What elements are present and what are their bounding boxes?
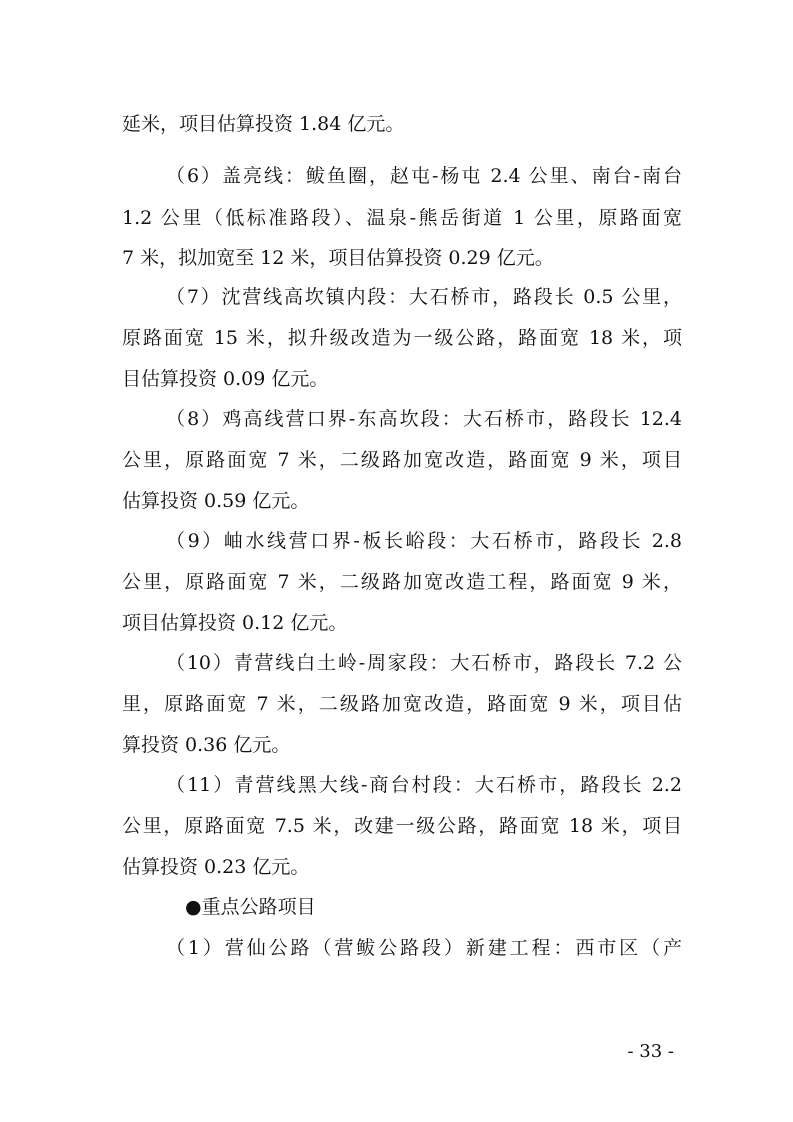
text-line: 目估算投资 0.09 亿元。: [122, 368, 329, 390]
text-line: （10）青营线白土岭-周家段：大石桥市，路段长 7.2 公: [166, 652, 682, 674]
text-line: （6）盖亮线：鲅鱼圈，赵屯-杨屯 2.4 公里、南台-南台: [166, 165, 682, 187]
page-number: - 33 -: [627, 1041, 674, 1062]
text-line: 公里，原路面宽 7.5 米，改建一级公路，路面宽 18 米，项目: [122, 815, 682, 837]
text-line: 估算投资 0.59 亿元。: [122, 490, 310, 512]
text-line: 公里，原路面宽 7 米，二级路加宽改造，路面宽 9 米，项目: [122, 449, 682, 471]
text-line: 延米，项目估算投资 1.84 亿元。: [122, 113, 405, 135]
text-line: 原路面宽 15 米，拟升级改造为一级公路，路面宽 18 米，项: [122, 327, 682, 349]
text-line: 公里，原路面宽 7 米，二级路加宽改造工程，路面宽 9 米，: [122, 571, 682, 593]
text-line: （8）鸡高线营口界-东高坎段：大石桥市，路段长 12.4: [166, 408, 682, 430]
text-line: （11）青营线黑大线-商台村段：大石桥市，路段长 2.2: [166, 774, 682, 796]
text-line: （9）岫水线营口界-板长峪段：大石桥市，路段长 2.8: [166, 530, 682, 552]
text-line: （7）沈营线高坎镇内段：大石桥市，路段长 0.5 公里，: [166, 286, 682, 308]
text-line: 里，原路面宽 7 米，二级路加宽改造，路面宽 9 米，项目估: [122, 693, 682, 715]
section-heading: ●重点公路项目: [185, 896, 316, 918]
text-line: 估算投资 0.23 亿元。: [122, 856, 310, 878]
text-line: 7 米，拟加宽至 12 米，项目估算投资 0.29 亿元。: [122, 247, 554, 269]
text-line: 项目估算投资 0.12 亿元。: [122, 612, 348, 634]
text-line: 算投资 0.36 亿元。: [122, 734, 291, 756]
text-line: （1）营仙公路（营鲅公路段）新建工程：西市区（产: [166, 937, 682, 959]
text-line: 1.2 公里（低标准路段）、温泉-熊岳街道 1 公里，原路面宽: [122, 207, 682, 229]
